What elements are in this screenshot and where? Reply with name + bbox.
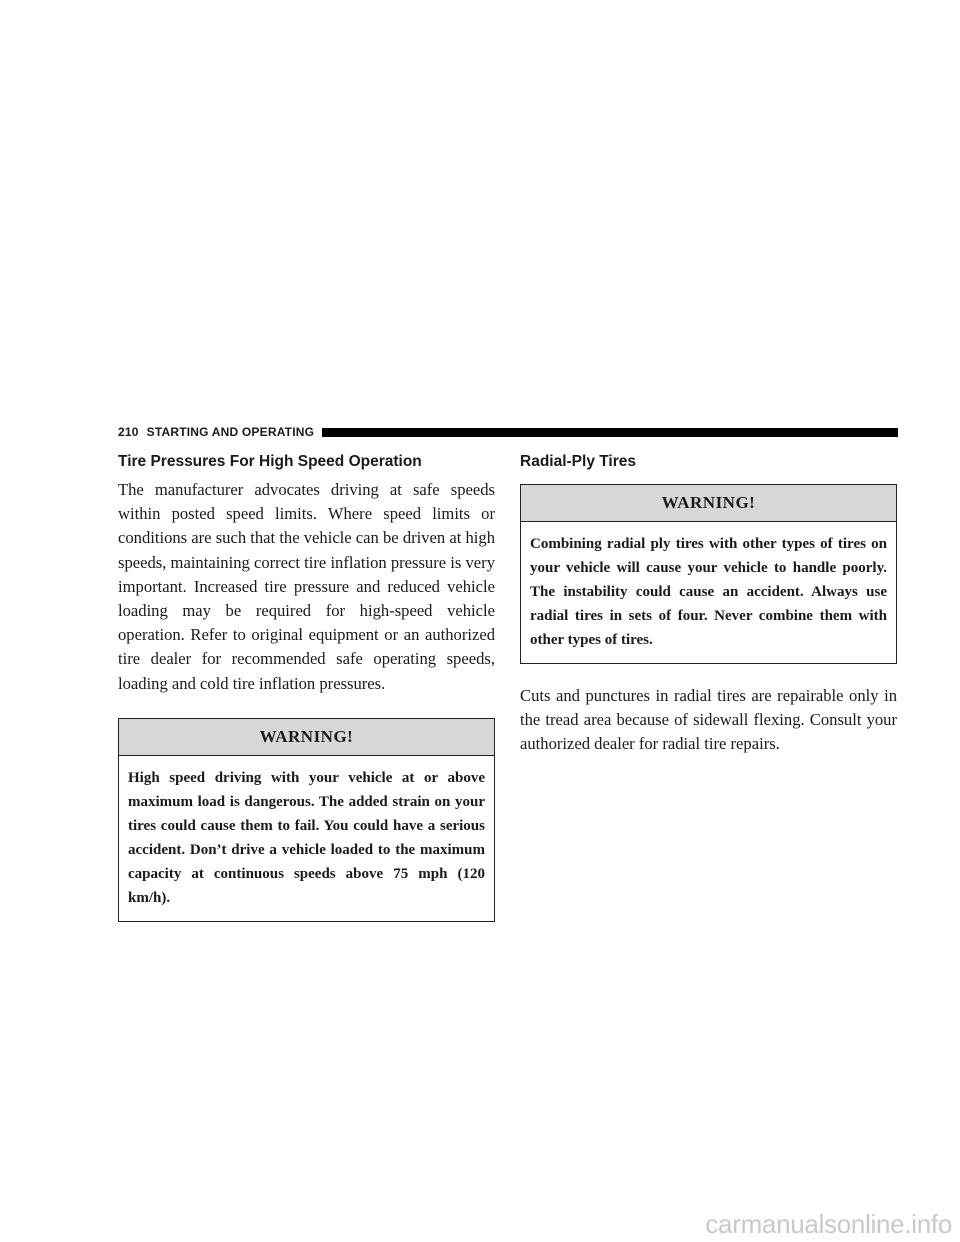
warning-title: WARNING! xyxy=(521,485,896,522)
left-column xyxy=(118,452,495,922)
warning-text: High speed driving with your vehicle at or above maximum load is dangerous. The added strain on your tires could cause them to fail. You could have a serious accident. Don’t drive a vehicle loaded to the maximum capacity at continuous speeds above 75 mph (120 km/h). xyxy=(128,769,485,906)
section-title: STARTING AND OPERATING xyxy=(146,425,315,439)
warning-box-high-speed xyxy=(118,718,495,922)
page-header xyxy=(118,423,898,441)
heading-high-speed: Tire Pressures For High Speed Operation xyxy=(118,453,422,470)
warning-text: Combining radial ply tires with other types of tires on your vehicle will cause your vehicle to handle poorly. The instability could cause an accident. Always use radial tires in sets of four. Never combine them with other types of tires. xyxy=(530,536,887,648)
paragraph-radial-repairs: Cuts and punctures in radial tires are repairable only in the tread area because of sidewall flexing. Consult your authorized dealer for radial tire repairs. xyxy=(520,686,897,754)
page-number: 210 xyxy=(118,425,139,439)
heading-radial-ply: Radial-Ply Tires xyxy=(520,453,637,470)
watermark: carmanualsonline.info xyxy=(705,1209,952,1239)
header-rule xyxy=(322,428,898,437)
warning-box-radial xyxy=(520,484,897,664)
paragraph-high-speed: The manufacturer advocates driving at safe speeds within posted speed limits. Where speed limits or conditions are such that the vehicle can be driven at high speeds, maintaining correct tire inflation pressure is very important. Increased tire pressure and reduced vehicle loading may be required for high-speed vehicle operation. Refer to original equipment or an authorized tire dealer for recommended safe operating speeds, loading and cold tire inflation pressures. xyxy=(118,480,495,693)
right-column xyxy=(520,452,897,757)
warning-title: WARNING! xyxy=(119,719,494,756)
